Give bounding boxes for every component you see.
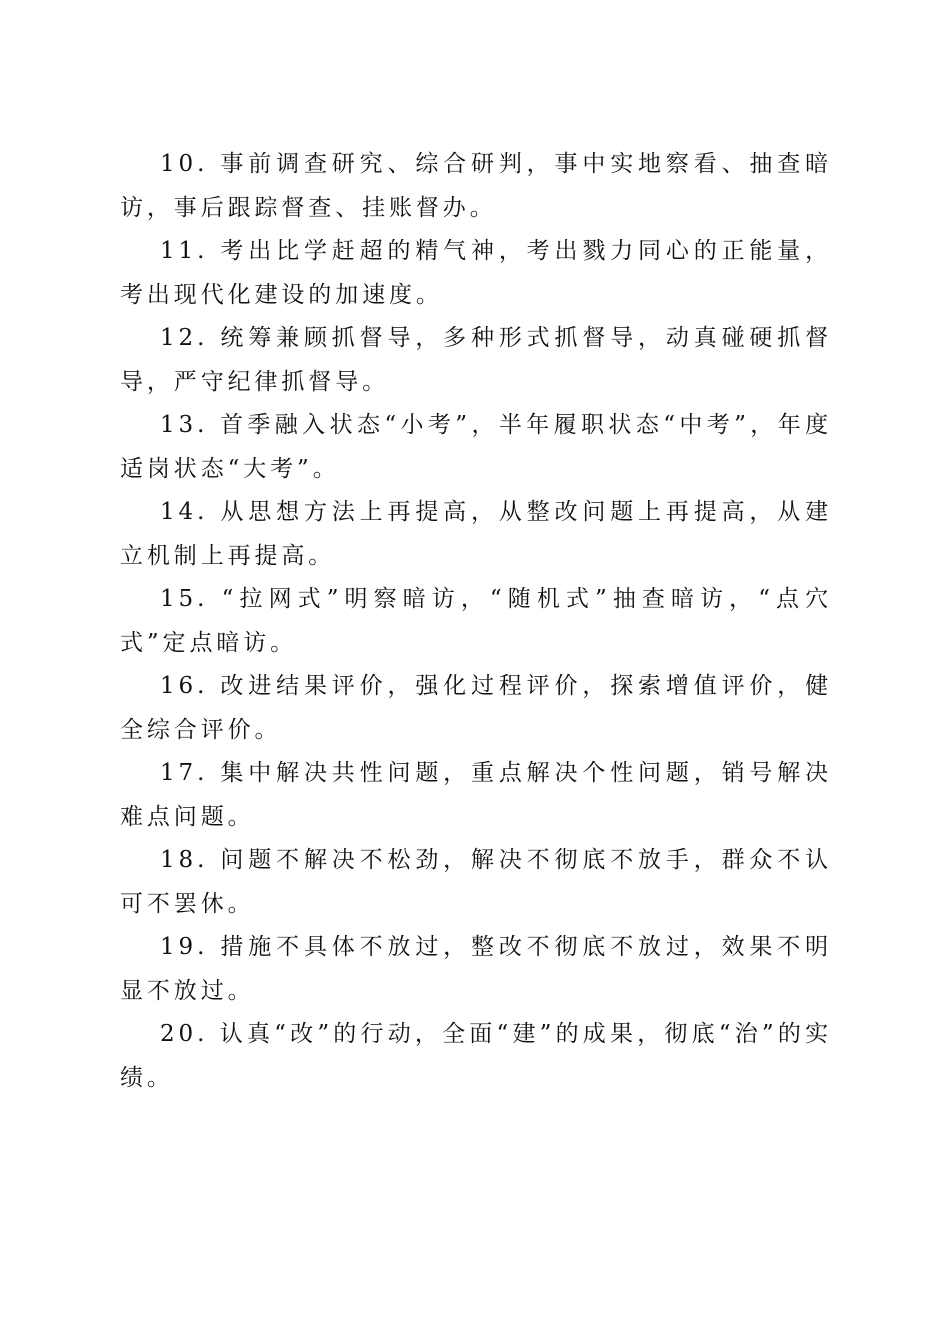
list-item-15: 15. “拉网式”明察暗访，“随机式”抽查暗访，“点穴式”定点暗访。 (120, 586, 832, 656)
list-item-18: 18. 问题不解决不松劲，解决不彻底不放手，群众不认可不罢休。 (120, 847, 832, 917)
list-item-13: 13. 首季融入状态“小考”，半年履职状态“中考”，年度适岗状态“大考”。 (120, 412, 832, 482)
list-item-17: 17. 集中解决共性问题，重点解决个性问题，销号解决难点问题。 (120, 760, 832, 830)
numbered-list (120, 143, 832, 1100)
list-item-19: 19. 措施不具体不放过，整改不彻底不放过，效果不明显不放过。 (120, 934, 832, 1004)
list-item-11: 11. 考出比学赶超的精气神，考出戮力同心的正能量，考出现代化建设的加速度。 (120, 238, 832, 308)
list-item-10: 10. 事前调查研究、综合研判，事中实地察看、抽查暗访，事后跟踪督查、挂账督办。 (120, 151, 832, 221)
list-item-20: 20. 认真“改”的行动，全面“建”的成果，彻底“治”的实绩。 (120, 1021, 832, 1091)
list-item-16: 16. 改进结果评价，强化过程评价，探索增值评价，健全综合评价。 (120, 673, 832, 743)
list-item-12: 12. 统筹兼顾抓督导，多种形式抓督导，动真碰硬抓督导，严守纪律抓督导。 (120, 325, 832, 395)
list-item-14: 14. 从思想方法上再提高，从整改问题上再提高，从建立机制上再提高。 (120, 499, 832, 569)
